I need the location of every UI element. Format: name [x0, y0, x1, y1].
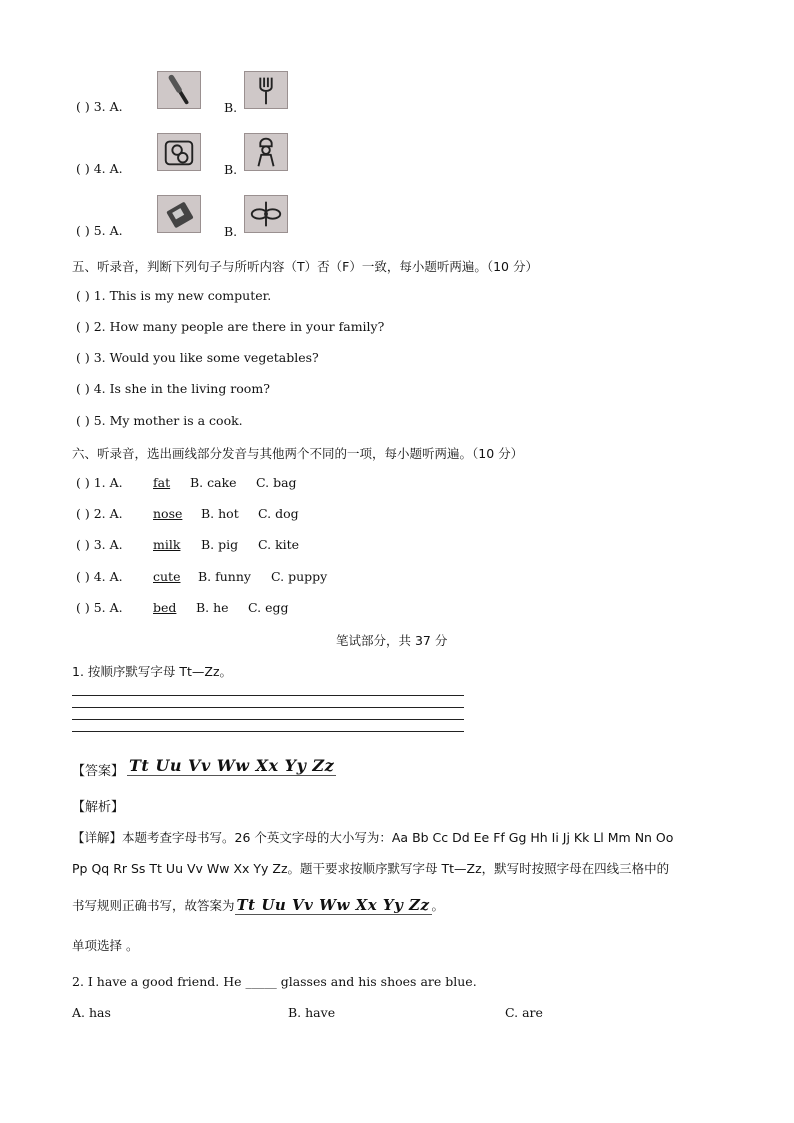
- list-item: ( ) 5. My mother is a cook.: [76, 413, 243, 428]
- option-c: C. puppy: [271, 569, 328, 584]
- option-b: B. pig: [201, 537, 239, 552]
- option-a: cute: [153, 569, 181, 584]
- option-c: C. dog: [258, 506, 299, 521]
- item-prefix: ( ) 3. A.: [76, 99, 123, 114]
- option-a: nose: [153, 506, 183, 521]
- phone-icon: [157, 195, 201, 233]
- answer-handwriting: Tt Uu Vv Ww Xx Yy Zz: [129, 756, 335, 775]
- list-item: ( ) 3. Would you like some vegetables?: [76, 350, 319, 365]
- option-b: B. hot: [201, 506, 239, 521]
- detail-line: Pp Qq Rr Ss Tt Uu Vv Ww Xx Yy Zz。题干要求按顺序默写字母 Tt—Zz，默写时按照字母在四线三格中的: [72, 861, 670, 876]
- fork-icon: [244, 71, 288, 109]
- analysis-label: 【解析】: [72, 800, 125, 815]
- single-choice-heading: 单项选择 。: [72, 938, 139, 953]
- list-item: ( ) 4. Is she in the living room?: [76, 381, 270, 396]
- knife-icon: [157, 71, 201, 109]
- item-number: ( ) 3. A.: [76, 537, 123, 552]
- writing-line: [72, 731, 464, 732]
- section-5-title: 五、听录音，判断下列句子与所听内容（T）否（F）一致，每小题听两遍。（10 分）: [72, 259, 538, 274]
- option-a: A. has: [72, 1005, 111, 1020]
- item-number: ( ) 4. A.: [76, 569, 123, 584]
- option-b: B. funny: [198, 569, 251, 584]
- option-c: C. kite: [258, 537, 300, 552]
- option-a: milk: [153, 537, 181, 552]
- cook-icon: [244, 133, 288, 171]
- answer-handwriting: Tt Uu Vv Ww Xx Yy Zz: [236, 896, 430, 914]
- answer-label: 【答案】: [72, 764, 125, 779]
- option-a: bed: [153, 600, 177, 615]
- option-b: B. have: [288, 1005, 336, 1020]
- driver-icon: [157, 133, 201, 171]
- option-b-label: B.: [224, 100, 238, 115]
- item-number: ( ) 2. A.: [76, 506, 123, 521]
- detail-line: 【详解】本题考查字母书写。26 个英文字母的大小写为：Aa Bb Cc Dd Ee Ff Gg Hh Ii Jj Kk Ll Mm Nn Oo: [72, 830, 674, 845]
- writing-line: [72, 695, 464, 696]
- writing-line: [72, 707, 464, 708]
- written-section-header: 笔试部分，共 37 分: [336, 633, 448, 648]
- item-number: ( ) 5. A.: [76, 600, 123, 615]
- option-c: C. are: [505, 1005, 543, 1020]
- detail-text: 。: [431, 898, 445, 913]
- option-a: fat: [153, 475, 171, 490]
- option-c: C. bag: [256, 475, 297, 490]
- detail-text: 书写规则正确书写，故答案为: [72, 898, 235, 913]
- section-6-title: 六、听录音，选出画线部分发音与其他两个不同的一项，每小题听两遍。（10 分）: [72, 446, 524, 461]
- item-number: ( ) 1. A.: [76, 475, 123, 490]
- option-b-label: B.: [224, 162, 238, 177]
- question-1-stem: 1. 按顺序默写字母 Tt—Zz。: [72, 664, 233, 679]
- writing-line: [72, 719, 464, 720]
- list-item: ( ) 1. This is my new computer.: [76, 288, 272, 303]
- option-b-label: B.: [224, 224, 238, 239]
- detail-line: [72, 896, 444, 914]
- question-2-stem: 2. I have a good friend. He _____ glasses and his shoes are blue.: [72, 974, 477, 989]
- item-prefix: ( ) 4. A.: [76, 161, 123, 176]
- bow-icon: [244, 195, 288, 233]
- option-b: B. he: [196, 600, 229, 615]
- list-item: ( ) 2. How many people are there in your family?: [76, 319, 385, 334]
- option-b: B. cake: [190, 475, 237, 490]
- option-c: C. egg: [248, 600, 289, 615]
- item-prefix: ( ) 5. A.: [76, 223, 123, 238]
